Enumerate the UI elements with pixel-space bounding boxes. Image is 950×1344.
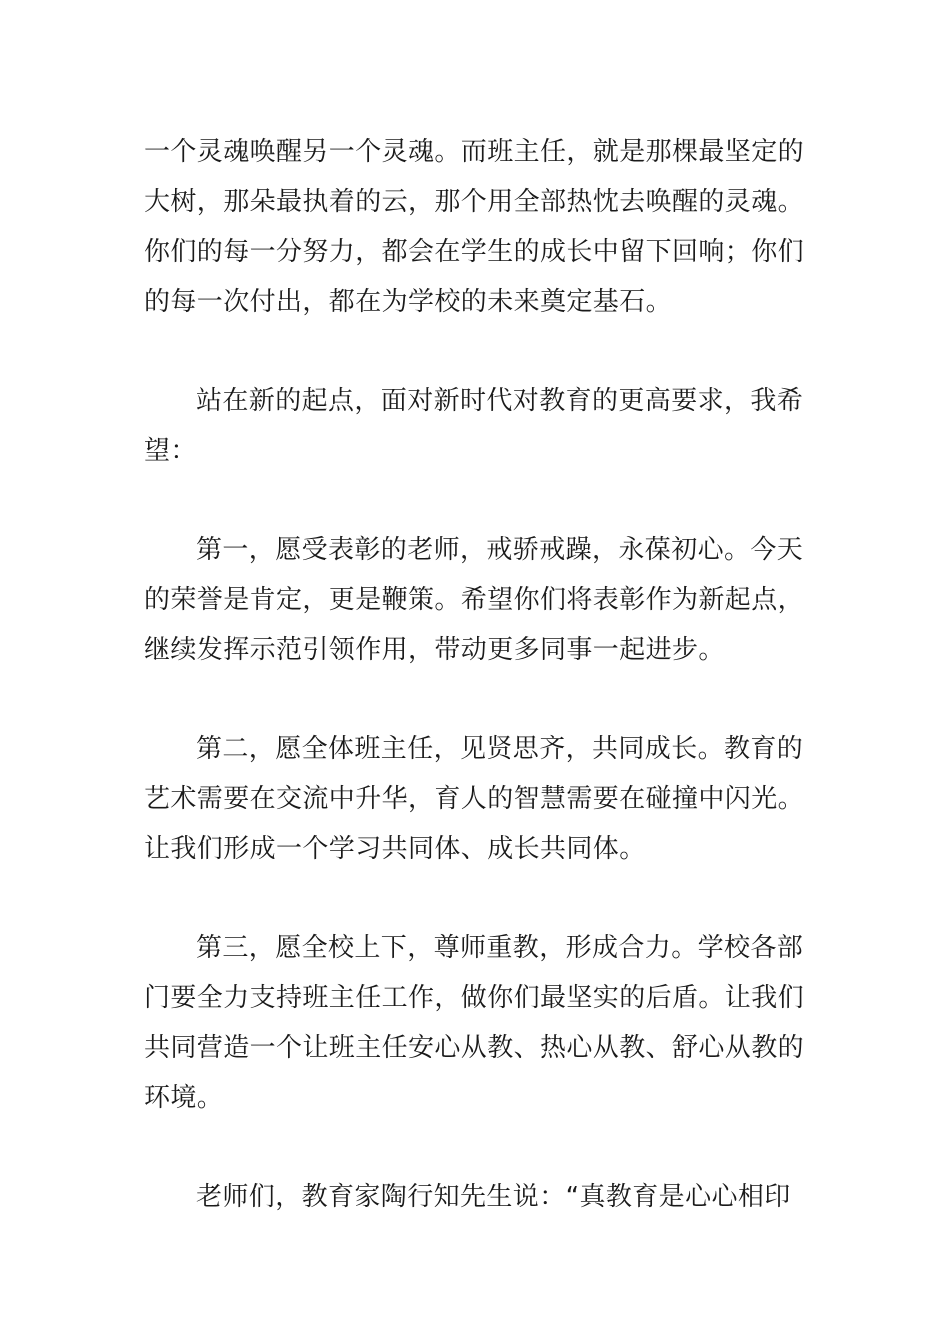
paragraph-4-line-2: 艺术需要在交流中升华，育人的智慧需要在碰撞中闪光。 (144, 784, 805, 814)
paragraph-6-line-1: 老师们，教育家陶行知先生说：“真教育是心心相印 (196, 1182, 791, 1212)
paragraph-1-line-3: 你们的每一分努力，都会在学生的成长中留下回响；你们 (144, 237, 805, 267)
paragraph-3-line-1: 第一，愿受表彰的老师，戒骄戒躁，永葆初心。今天 (196, 535, 804, 565)
paragraph-5-line-2: 门要全力支持班主任工作，做你们最坚实的后盾。让我们 (144, 983, 805, 1013)
paragraph-2-line-2: 望： (144, 436, 197, 466)
paragraph-1-line-1: 一个灵魂唤醒另一个灵魂。而班主任，就是那棵最坚定的 (144, 137, 805, 167)
paragraph-3-line-2: 的荣誉是肯定，更是鞭策。希望你们将表彰作为新起点， (144, 585, 805, 615)
paragraph-5-line-4: 环境。 (144, 1083, 224, 1113)
paragraph-2-line-1: 站在新的起点，面对新时代对教育的更高要求，我希 (196, 386, 804, 416)
paragraph-1-line-2: 大树，那朵最执着的云，那个用全部热忱去唤醒的灵魂。 (144, 187, 805, 217)
paragraph-5-line-1: 第三，愿全校上下，尊师重教，形成合力。学校各部 (196, 933, 804, 963)
paragraph-5-line-3: 共同营造一个让班主任安心从教、热心从教、舒心从教的 (144, 1033, 805, 1063)
paragraph-3-line-3: 继续发挥示范引领作用，带动更多同事一起进步。 (144, 635, 725, 665)
paragraph-4-line-3: 让我们形成一个学习共同体、成长共同体。 (144, 834, 646, 864)
paragraph-4-line-1: 第二，愿全体班主任，见贤思齐，共同成长。教育的 (196, 734, 804, 764)
paragraph-1-line-4: 的每一次付出，都在为学校的未来奠定基石。 (144, 287, 673, 317)
